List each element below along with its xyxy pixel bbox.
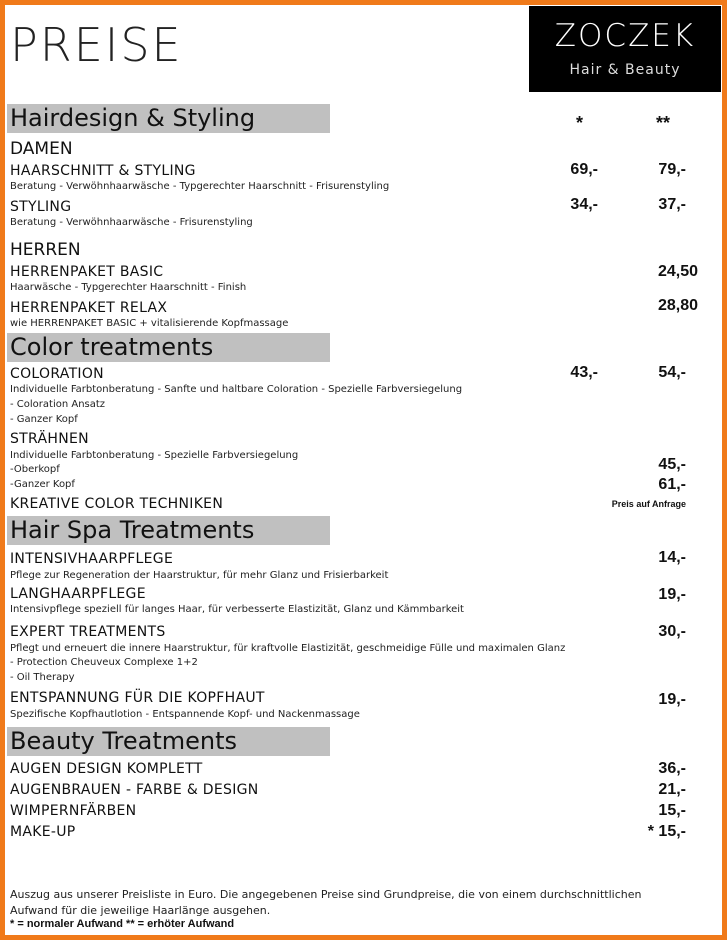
item-description: Haarwäsche - Typgerechter Haarschnitt - Finish xyxy=(10,282,247,293)
item-description: Individuelle Farbtonberatung - Spezielle Farbversiegelung xyxy=(10,450,299,461)
price-high: 54,- xyxy=(658,364,686,381)
item-description: wie HERRENPAKET BASIC + vitalisierende Kopfmassage xyxy=(10,318,289,329)
group-herren: HERREN xyxy=(10,240,81,260)
section-spa xyxy=(7,516,330,545)
item-description: -Oberkopf xyxy=(10,464,60,475)
price-high: 19,- xyxy=(658,586,686,603)
item-description: Pflege zur Regeneration der Haarstruktur, für mehr Glanz und Frisierbarkeit xyxy=(10,570,389,581)
item-name: AUGENBRAUEN - FARBE & DESIGN xyxy=(10,782,259,798)
section-title: Beauty Treatments xyxy=(10,727,238,755)
price-high: 28,80 xyxy=(657,297,698,314)
section-title: Hairdesign & Styling xyxy=(10,104,256,132)
item-name: WIMPERNFÄRBEN xyxy=(10,803,137,819)
footer-disclaimer: Aufwand für die jeweilige Haarlänge ausgehen. xyxy=(10,904,271,917)
page-title: PREISE xyxy=(10,18,183,72)
price-high: 79,- xyxy=(658,161,686,178)
price-high: 14,- xyxy=(658,549,686,566)
item-description: - Protection Cheuveux Complexe 1+2 xyxy=(10,657,198,668)
item-description: - Coloration Ansatz xyxy=(10,399,106,410)
footer-legend: * = normaler Aufwand ** = erhöter Aufwand xyxy=(10,918,235,930)
item-name: STYLING xyxy=(10,199,72,215)
item-name: ENTSPANNUNG FÜR DIE KOPFHAUT xyxy=(10,690,265,706)
item-name: LANGHAARPFLEGE xyxy=(10,586,146,602)
column-header-high: ** xyxy=(656,113,671,133)
item-name: STRÄHNEN xyxy=(10,431,89,447)
group-damen: DAMEN xyxy=(10,139,73,159)
price-high: 61,- xyxy=(658,476,686,493)
price-high: 37,- xyxy=(658,196,686,213)
item-description: - Ganzer Kopf xyxy=(10,414,78,425)
item-name: HERRENPAKET BASIC xyxy=(10,264,164,280)
item-description: Beratung - Verwöhnhaarwäsche - Frisurenstyling xyxy=(10,217,253,228)
section-beauty xyxy=(7,727,330,756)
price-on-request: Preis auf Anfrage xyxy=(611,499,686,509)
item-description: -Ganzer Kopf xyxy=(10,479,75,490)
item-description: Intensivpflege speziell für langes Haar, für verbesserte Elastizität, Glanz und Kämmbarkeit xyxy=(10,604,464,615)
price-high: 21,- xyxy=(658,781,686,798)
price-normal: 34,- xyxy=(570,196,598,213)
salon-logo xyxy=(529,6,721,92)
section-color xyxy=(7,333,330,362)
section-title: Color treatments xyxy=(10,333,214,361)
item-description: Individuelle Farbtonberatung - Sanfte und haltbare Coloration - Spezielle Farbversiegelung xyxy=(10,384,463,395)
price-high: 30,- xyxy=(658,623,686,640)
item-name: MAKE-UP xyxy=(10,824,76,840)
item-description: Spezifische Kopfhautlotion - Entspannende Kopf- und Nackenmassage xyxy=(10,709,360,720)
section-title: Hair Spa Treatments xyxy=(10,516,255,544)
price-high: 36,- xyxy=(658,760,686,777)
item-description: Pflegt und erneuert die innere Haarstruktur, für kraftvolle Elastizität, geschmeidige Fülle und maximalen Glanz xyxy=(10,643,566,654)
price-high: 45,- xyxy=(658,456,686,473)
price-high: 24,50 xyxy=(657,263,698,280)
item-name: INTENSIVHAARPFLEGE xyxy=(10,551,174,567)
item-name: COLORATION xyxy=(10,366,104,382)
price-high: 15,- xyxy=(658,802,686,819)
section-hairdesign xyxy=(7,104,330,133)
item-name: AUGEN DESIGN KOMPLETT xyxy=(10,761,203,777)
item-name: KREATIVE COLOR TECHNIKEN xyxy=(10,496,224,512)
column-header-normal: * xyxy=(576,113,584,133)
item-name: HAARSCHNITT & STYLING xyxy=(10,163,196,179)
logo-name: ZOCZEK xyxy=(554,18,696,54)
item-name: EXPERT TREATMENTS xyxy=(10,624,166,640)
price-normal: 69,- xyxy=(570,161,598,178)
item-description: Beratung - Verwöhnhaarwäsche - Typgerechter Haarschnitt - Frisurenstyling xyxy=(10,181,390,192)
price-high: * 15,- xyxy=(647,823,686,840)
logo-subtitle: Hair & Beauty xyxy=(569,62,681,78)
price-high: 19,- xyxy=(658,691,686,708)
item-description: - Oil Therapy xyxy=(10,672,75,683)
price-normal: 43,- xyxy=(570,364,598,381)
footer-disclaimer: Auszug aus unserer Preisliste in Euro. Die angegebenen Preise sind Grundpreise, die von einem durchschnittlichen xyxy=(10,888,642,901)
item-name: HERRENPAKET RELAX xyxy=(10,300,168,316)
